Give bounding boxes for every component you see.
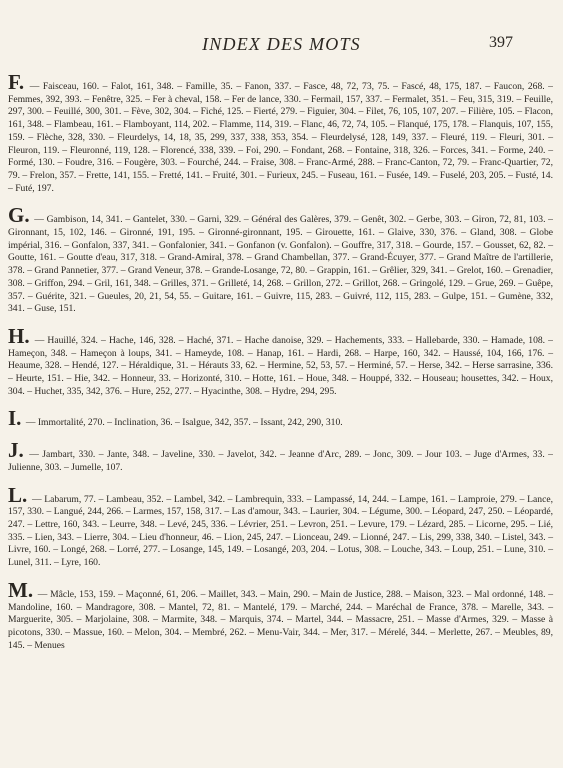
section-letter: H.: [8, 323, 30, 348]
index-section-i: [8, 406, 553, 431]
index-section-l: [8, 482, 553, 570]
section-text: — Jambart, 330. – Jante, 348. – Javeline, 330. – Javelot, 342. – Jeanne d'Arc, 289. – Jonc, 309. – Jour 103. – Juge d'Armes, 33. – Julienne, 303. – Jumelle, 107.: [8, 449, 553, 473]
page-number: 397: [489, 34, 513, 51]
index-entries: [8, 70, 553, 666]
index-section-j: [8, 438, 553, 474]
section-letter: G.: [8, 203, 30, 228]
section-letter: F.: [8, 70, 25, 94]
section-text: — Hauillé, 324. – Hache, 146, 328. – Haché, 371. – Hache danoise, 329. – Hachements, 333. – Hallebarde, 330. – Hamade, 108. – Hameçon, 348. – Hameçon à loups, 341. – Hameyde, 108. – Hanap, 161. – Hardi, 268. – Harpe, 160, 342. – Haussé, 104, 166, 176. – Heaume, 328. – Hendé, 127. – Héraldique, 31. – Hérauts 33, 62. – Hermine, 52, 53, 57. – Herminé, 57. – Herse, 342. – Herse sarrasine, 336. – Heurte, 151. – Hie, 342. – Honneur, 33. – Horizonté, 310. – Hotte, 161. – Houe, 348. – Houppé, 332. – Houseau; housettes, 342. – Houx, 304. – Huchet, 335, 342, 376. – Hure, 252, 277. – Hyacinthe, 308. – Hydre, 294, 295.: [8, 334, 553, 397]
section-letter: M.: [8, 577, 34, 602]
section-letter: I.: [8, 406, 22, 431]
page-header: [0, 34, 563, 58]
section-text: — Immortalité, 270. – Inclination, 36. – Isalgue, 342, 357. – Issant, 242, 290, 310.: [25, 417, 343, 429]
index-section-g: [8, 203, 553, 316]
index-section-m: [8, 577, 553, 653]
section-text: — Gambison, 14, 341. – Gantelet, 330. – Garni, 329. – Général des Galères, 379. – Genêt, 302. – Gerbe, 303. – Giron, 72, 81, 103. – Gironnant, 15, 102, 146. – Gironné, 191, 195. – Gironné-gironnant, 195. – Girouette, 161. – Glaive, 330, 376. – Gland, 308. – Globe impérial, 316. – Gonfalon, 337, 341. – Gonfalonier, 341. – Gonfanon (v. Gonfalon). – Gouffre, 317, 318. – Gourde, 157. – Gousset, 62, 82. – Goutte, 161. – Goutte d'eau, 317, 318. – Grand-Amiral, 378. – Grand Chambellan, 377. – Grand-Écuyer, 377. – Grand Maître de l'artillerie, 378. – Grand Pannetier, 377. – Grand Veneur, 378. – Grande-Losange, 72, 80. – Grappin, 161. – Grêlier, 329, 341. – Grelot, 160. – Grenadier, 308. – Griffon, 294. – Gril, 161, 348. – Grilles, 371. – Grilleté, 14, 268. – Grillon, 272. – Grillot, 268. – Gringolé, 129. – Grue, 269. – Guêpe, 357. – Guérite, 321. – Gueules, 20, 21, 54, 55. – Guitare, 161. – Guivre, 115, 283. – Guivré, 112, 115, 283. – Gulpe, 151. – Gumène, 332, 341. – Guse, 151.: [8, 214, 553, 315]
section-text: — Labarum, 77. – Lambeau, 352. – Lambel, 342. – Lambrequin, 333. – Lampassé, 14, 244. – Lampe, 161. – Lamproie, 279. – Lance, 157, 330. – Langué, 244, 266. – Larmes, 157, 158, 317. – Las d'amour, 343. – Laurier, 304. – Légume, 300. – Léopard, 247, 250. – Léopardé, 247. – Lettre, 160, 343. – Leurre, 348. – Levé, 245, 336. – Lévrier, 251. – Levron, 251. – Levure, 179. – Lézard, 285. – Licorne, 295. – Lié, 335. – Lien, 343. – Lierre, 304. – Lieu d'honneur, 46. – Lion, 245, 247. – Lionceau, 249. – Lionné, 247. – Lis, 299, 338, 340. – Listel, 343. – Livre, 160. – Longé, 268. – Lorré, 277. – Losange, 145, 149. – Losangé, 203, 204. – Lotus, 308. – Louche, 343. – Loup, 251. – Lune, 310. – Lunel, 311. – Lyre, 160.: [8, 493, 553, 569]
index-section-f: [8, 70, 553, 195]
section-text: — Faisceau, 160. – Falot, 161, 348. – Famille, 35. – Fanon, 337. – Fasce, 48, 72, 73, 75. – Fascé, 48, 175, 187. – Faucon, 268. – Femmes, 392, 393. – Fenêtre, 325. – Fer à cheval, 158. – Fer de lance, 330. – Fermail, 157, 337. – Fermalet, 351. – Feu, 315, 319. – Feuille, 297, 300. – Feuillé, 300, 301. – Fève, 302, 304. – Fiché, 125. – Fierté, 279. – Figuier, 304. – Filet, 76, 105, 107, 207. – Filière, 105. – Flacon, 161, 348. – Flambeau, 161. – Flamboyant, 114, 202. – Flamme, 114, 319. – Flanc, 46, 72, 74, 105. – Flanqué, 175, 178. – Flanquis, 107, 155, 159. – Flèche, 328, 330. – Fleurdelys, 14, 18, 35, 299, 337, 338, 353, 354. – Fleurdelysé, 128, 149, 337. – Fleuré, 119. – Fleuri, 301. – Fleuron, 119. – Fleuronné, 119, 128. – Florencé, 338, 339. – Foi, 290. – Fondant, 268. – Fontaine, 318, 326. – Forces, 341. – Forme, 240. – Formé, 130. – Foudre, 316. – Fougère, 303. – Fourché, 244. – Fraise, 308. – Franc-Armé, 288. – Franc-Canton, 72, 79. – Franc-Quartier, 72, 79. – Frelon, 357. – Frette, 141, 155. – Fretté, 141. – Fruité, 301. – Furieux, 245. – Fuseau, 161. – Fusée, 149. – Fuselé, 203, 205. – Fusté, 14. – Futé, 197.: [8, 81, 553, 194]
section-letter: J.: [8, 438, 24, 463]
section-text: — Mâcle, 153, 159. – Maçonné, 61, 206. – Maillet, 343. – Main, 290. – Main de Justice, 288. – Maison, 323. – Mal ordonné, 148. – Mandoline, 160. – Mandragore, 308. – Mantel, 72, 81. – Mantelé, 179. – Marché, 244. – Maréchal de France, 378. – Marelle, 343. – Marguerite, 305. – Marjolaine, 308. – Marmite, 348. – Marquis, 374. – Martel, 344. – Massacre, 251. – Masse d'Armes, 329. – Masse à picotons, 330. – Massue, 160. – Melon, 304. – Membré, 262. – Menu-Vair, 344. – Mer, 317. – Mérelé, 344. – Merlette, 267. – Meubles, 89, 145. – Menues: [8, 588, 553, 651]
index-section-h: [8, 323, 553, 399]
running-title: INDEX DES MOTS: [202, 34, 361, 54]
section-letter: L.: [8, 482, 28, 507]
